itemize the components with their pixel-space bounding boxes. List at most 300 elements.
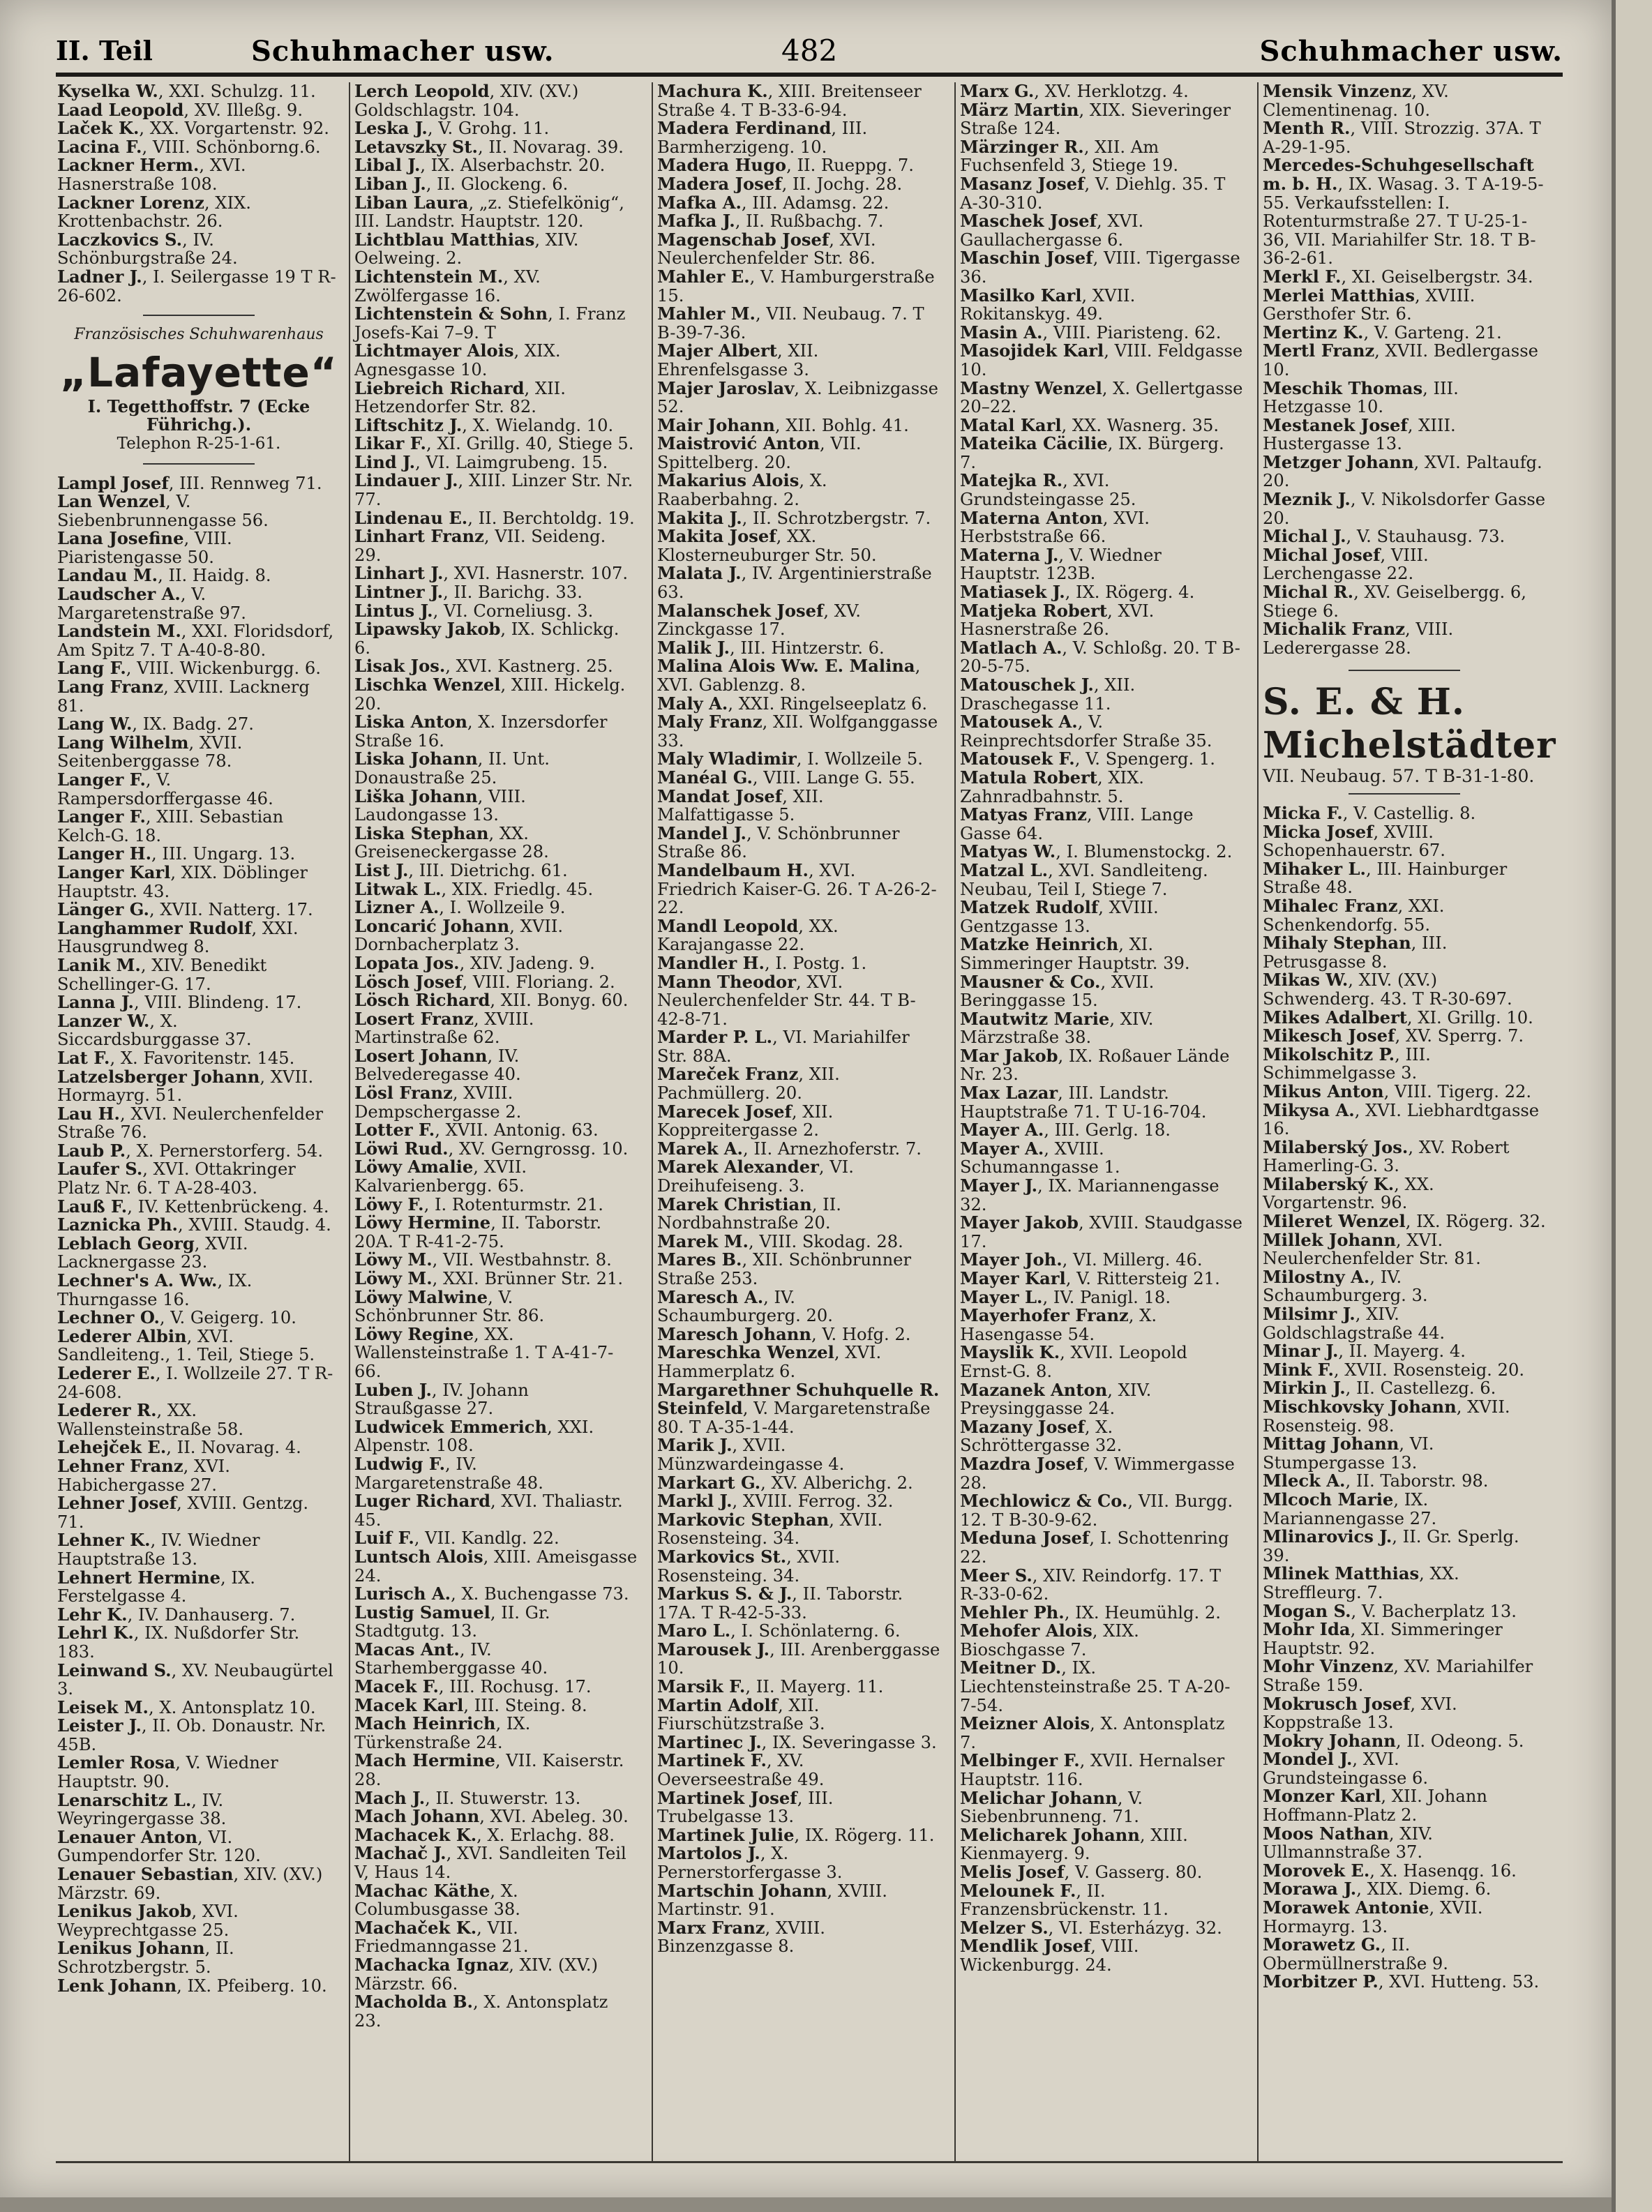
entry-name: Maresch Johann: [657, 1323, 811, 1344]
directory-entry: Macek F., III. Rochusg. 17.: [354, 1676, 592, 1697]
entry-name: Marek A.: [657, 1138, 743, 1159]
entry-name: Lacina F.: [57, 136, 142, 157]
entry-name: Leblach Georg: [57, 1233, 195, 1254]
directory-entry: Lampl Josef, III. Rennweg 71.: [57, 472, 322, 493]
michelstaedter-advertisement: [1263, 670, 1556, 795]
entry-name: Liban J.: [354, 173, 426, 194]
entry-name: Masanz Josef: [960, 173, 1085, 194]
directory-entry: Masanz Josef, V. Diehlg. 35. T A-30-310.: [960, 173, 1226, 213]
entry-name: Mittag Johann: [1263, 1434, 1399, 1454]
directory-entry: Michal J., V. Stauhausg. 73.: [1263, 526, 1505, 547]
directory-entry: Mach J., II. Stuwerstr. 13.: [354, 1787, 581, 1808]
directory-entry: Lichtmayer Alois, XIX. Agnesgasse 10.: [354, 340, 561, 379]
entry-name: Letavszky St.: [354, 136, 478, 157]
entry-name: Lehnert Hermine: [57, 1567, 221, 1588]
entry-name: Morawetz G.: [1263, 1934, 1381, 1955]
directory-entry: Mandat Josef, XII. Malfattigasse 5.: [657, 785, 824, 825]
entry-name: Luntsch Alois: [354, 1546, 483, 1567]
directory-entry: Majer Jaroslav, X. Leibnizgasse 52.: [657, 377, 938, 417]
next-page-edge: [1612, 0, 1652, 2212]
entry-name: Milostny A.: [1263, 1266, 1370, 1287]
entry-name: Mares B.: [657, 1249, 742, 1270]
directory-entry: Marek A., II. Arnezhoferstr. 7.: [657, 1138, 922, 1159]
section-title-right: Schuhmacher usw.: [1259, 35, 1563, 68]
directory-entry: Mann Theodor, XVI. Neulerchenfelder Str. 44. T B-42-8-71.: [657, 971, 916, 1029]
entry-name: Mar Jakob: [960, 1045, 1058, 1066]
directory-entry: Mleck A., II. Taborstr. 98.: [1263, 1470, 1489, 1491]
entry-name: Mayerhofer Franz: [960, 1305, 1129, 1326]
directory-entry: Materna Anton, XVI. Herbststraße 66.: [960, 507, 1150, 547]
directory-entry: Lanik M., XIV. Benedikt Schellinger-G. 17.: [57, 954, 267, 994]
entry-name: Mastny Wenzel: [960, 377, 1102, 398]
directory-entry: Lintner J., II. Barichg. 33.: [354, 582, 583, 603]
directory-entry: Marek Christian, II. Nordbahnstraße 20.: [657, 1194, 841, 1233]
directory-entry: Mercedes-Schuhgesellschaft m. b. H., IX. Wasag. 3. T A-19-5-55. Verkaufsstellen: I. Rotenturmstraße 27. T U-25-1-36, VII. Mariahilfer Str. 18. T B-36-2-61.: [1263, 155, 1544, 269]
directory-entry: Märzinger R., XII. Am Fuchsenfeld 3, Stiege 19.: [960, 136, 1179, 176]
entry-name: Matousek A.: [960, 712, 1078, 732]
entry-name: Mischkovsky Johann: [1263, 1397, 1457, 1417]
section-title-left: Schuhmacher usw.: [251, 35, 555, 68]
entry-name: Mazanek Anton: [960, 1379, 1108, 1400]
entry-name: Lösch Josef: [354, 971, 463, 992]
column-4: [960, 82, 1243, 1975]
entry-name: Morbitzer P.: [1263, 1971, 1379, 1992]
entry-name: Mayer Karl: [960, 1268, 1066, 1288]
entry-name: Leska J.: [354, 118, 428, 139]
entry-name: Ludwicek Emmerich: [354, 1416, 548, 1437]
directory-entry: Martin Adolf, XII. Fiurschützstraße 3.: [657, 1694, 825, 1734]
entry-name: Ludwig F.: [354, 1453, 446, 1474]
entry-list: [1263, 82, 1546, 657]
directory-entry: Mehofer Alois, XIX. Bioschgasse 7.: [960, 1620, 1139, 1660]
entry-name: Laufer S.: [57, 1159, 143, 1180]
directory-entry: Matiasek J., IX. Rögerg. 4.: [960, 582, 1195, 603]
directory-entry: Lösch Richard, XII. Bonyg. 60.: [354, 990, 629, 1011]
entry-name: Länger G.: [57, 899, 149, 920]
directory-entry: Maly Wladimir, I. Wollzeile 5.: [657, 748, 923, 769]
entry-name: Margarethner Schuhquelle R. Steinfeld: [657, 1379, 940, 1419]
directory-entry: Matzal L., XVI. Sandleiteng. Neubau, Teil I, Stiege 7.: [960, 859, 1208, 899]
directory-entry: Masojidek Karl, VIII. Feldgasse 10.: [960, 340, 1243, 379]
entry-name: Matlach A.: [960, 637, 1062, 658]
entry-name: Monzer Karl: [1263, 1786, 1381, 1807]
directory-entry: Mayer A., XVIII. Schumanngasse 1.: [960, 1138, 1120, 1178]
entry-name: Marsik F.: [657, 1676, 746, 1697]
entry-name: Mihalec Franz: [1263, 895, 1398, 916]
entry-name: Likar F.: [354, 433, 426, 454]
directory-entry: Lind J., VI. Laimgrubeng. 15.: [354, 451, 608, 472]
entry-name: Mlinarovics J.: [1263, 1526, 1392, 1547]
directory-entry: Matousek F., V. Spengerg. 1.: [960, 748, 1215, 769]
directory-entry: Langer F., V. Rampersdorffergasse 46.: [57, 769, 273, 808]
directory-entry: Marder P. L., VI. Mariahilfer Str. 88A.: [657, 1027, 910, 1066]
directory-entry: Löwy Regine, XX. Wallensteinstraße 1. T A-41-7-66.: [354, 1323, 614, 1381]
entry-name: Makarius Alois: [657, 470, 799, 491]
entry-name: Matouschek J.: [960, 675, 1094, 695]
divider: [1349, 670, 1460, 671]
directory-entry: Maro L., I. Schönlaterng. 6.: [657, 1620, 901, 1641]
directory-entry: Mandel J., V. Schönbrunner Straße 86.: [657, 822, 900, 862]
entry-name: Mikolschitz P.: [1263, 1044, 1395, 1064]
directory-entry: Lichtenstein M., XV. Zwölfergasse 16.: [354, 266, 541, 306]
entry-name: Maresch A.: [657, 1286, 764, 1307]
directory-entry: Mazdra Josef, V. Wimmergasse 28.: [960, 1453, 1235, 1493]
directory-entry: Mandl Leopold, XX. Karajangasse 22.: [657, 915, 839, 955]
entry-name: Lehner Josef: [57, 1493, 177, 1514]
entry-name: Lichtenstein & Sohn: [354, 303, 548, 324]
directory-entry: Langer F., XIII. Sebastian Kelch-G. 18.: [57, 806, 284, 845]
entry-name: Liftschitz J.: [354, 414, 463, 435]
directory-entry: Melis Josef, V. Gasserg. 80.: [960, 1862, 1203, 1882]
directory-entry: Lechner's A. Ww., IX. Thurngasse 16.: [57, 1270, 253, 1309]
directory-entry: Maistrović Anton, VII. Spittelberg. 20.: [657, 433, 862, 472]
entry-name: Mateika Cäcilie: [960, 433, 1108, 454]
entry-name: Lintner J.: [354, 582, 444, 603]
directory-entry: Löwy M., XXI. Brünner Str. 21.: [354, 1268, 624, 1288]
directory-entry: Lehnert Hermine, IX. Ferstelgasse 4.: [57, 1567, 255, 1607]
entry-name: Madera Hugo: [657, 155, 787, 176]
entry-name: Masilko Karl: [960, 285, 1082, 306]
directory-entry: Mlinarovics J., II. Gr. Sperlg. 39.: [1263, 1526, 1519, 1565]
ad-brand: „Lafayette“: [60, 348, 338, 396]
entry-name: Majer Jaroslav: [657, 377, 795, 398]
directory-entry: Maschek Josef, XVI. Gaullachergasse 6.: [960, 211, 1144, 250]
directory-entry: Materna J., V. Wiedner Hauptstr. 123B.: [960, 544, 1162, 584]
entry-name: Manéal G.: [657, 767, 753, 788]
directory-entry: Martschin Johann, XVIII. Martinstr. 91.: [657, 1880, 887, 1920]
directory-entry: Mokry Johann, II. Odeong. 5.: [1263, 1730, 1524, 1751]
directory-entry: Markl J., XVIII. Ferrog. 32.: [657, 1491, 894, 1512]
entry-name: Majer Albert: [657, 340, 777, 361]
entry-list: [960, 82, 1243, 1975]
directory-entry: Minar J., II. Mayerg. 4.: [1263, 1341, 1466, 1362]
directory-entry: Machura K., XIII. Breitenseer Straße 4. T B-33-6-94.: [657, 81, 922, 120]
directory-entry: Lehr K., IV. Danhauserg. 7.: [57, 1604, 296, 1625]
directory-entry: Lat F., X. Favoritenstr. 145.: [57, 1047, 295, 1068]
entry-name: Lösl Franz: [354, 1083, 453, 1104]
directory-entry: Löwy Hermine, II. Taborstr. 20A. T R-41-2-75.: [354, 1212, 602, 1251]
directory-entry: Madera Ferdinand, III. Barmherzigeng. 10.: [657, 118, 868, 157]
entry-name: Mayer J.: [960, 1175, 1038, 1196]
entry-name: Lackner Lorenz: [57, 192, 204, 213]
directory-entry: Marousek J., III. Arenberggasse 10.: [657, 1639, 940, 1678]
entry-name: Maistrović Anton: [657, 433, 820, 454]
entry-name: Martinec J.: [657, 1731, 762, 1752]
directory-entry: Matal Karl, XX. Wasnerg. 35.: [960, 414, 1219, 435]
directory-entry: Mateika Cäcilie, IX. Bürgerg. 7.: [960, 433, 1224, 472]
directory-entry: Lederer Albin, XVI. Sandleiteng., 1. Teil, Stiege 5.: [57, 1325, 315, 1365]
directory-entry: Lehner Franz, XVI. Habichergasse 27.: [57, 1455, 230, 1495]
entry-name: Mileret Wenzel: [1263, 1211, 1406, 1232]
entry-name: Markart G.: [657, 1472, 761, 1493]
entry-name: Laad Leopold: [57, 99, 184, 120]
entry-name: Melicharek Johann: [960, 1824, 1140, 1845]
entry-name: Langhammer Rudolf: [57, 917, 252, 938]
entry-name: Löwy M.: [354, 1268, 433, 1288]
ad-address: I. Tegetthoffstr. 7 (Ecke Führichg.).: [87, 396, 310, 435]
directory-entry: Lechner O., V. Geigerg. 10.: [57, 1307, 296, 1328]
entry-name: Lau H.: [57, 1103, 120, 1124]
directory-entry: März Martin, XIX. Sieveringer Straße 124.: [960, 99, 1231, 139]
entry-name: Malata J.: [657, 563, 742, 584]
entry-name: Kyselka W.: [57, 81, 158, 101]
directory-entry: Lisak Jos., XVI. Kastnerg. 25.: [354, 656, 613, 677]
directory-entry: Matousek A., V. Reinprechtsdorfer Straße 35.: [960, 712, 1212, 751]
entry-name: Mehofer Alois: [960, 1620, 1092, 1641]
entry-name: Michal R.: [1263, 582, 1354, 603]
directory-entry: Likar F., XI. Grillg. 40, Stiege 5.: [354, 433, 634, 454]
directory-entry: Mihalec Franz, XXI. Schenkendorfg. 55.: [1263, 895, 1445, 935]
entry-name: Laczkovics S.: [57, 229, 183, 250]
directory-entry: Morawetz G., II. Obermüllnerstraße 9.: [1263, 1934, 1448, 1973]
entry-name: Liska Johann: [354, 748, 478, 769]
directory-entry: Lang Wilhelm, XVII. Seitenberggasse 78.: [57, 732, 243, 772]
entry-name: Martolos J.: [657, 1843, 760, 1864]
entry-name: Matousek F.: [960, 748, 1075, 769]
entry-name: Lintus J.: [354, 600, 433, 621]
directory-entry: Lichtblau Matthias, XIV. Oelweing. 2.: [354, 229, 579, 269]
entry-name: Mach Johann: [354, 1806, 480, 1827]
directory-entry: Magenschab Josef, XVI. Neulerchenfelder Str. 86.: [657, 229, 876, 269]
entry-name: Malik J.: [657, 637, 730, 658]
directory-entry: Libal J., IX. Alserbachstr. 20.: [354, 155, 606, 176]
directory-entry: Ludwig F., IV. Margaretenstraße 48.: [354, 1453, 543, 1493]
directory-entry: Latzelsberger Johann, XVII. Hormayrg. 51.: [57, 1066, 314, 1106]
entry-name: Mestanek Josef: [1263, 414, 1408, 435]
directory-entry: Lemler Rosa, V. Wiedner Hauptstr. 90.: [57, 1752, 278, 1792]
entry-name: Matzke Heinrich: [960, 934, 1119, 955]
entry-name: Lehrl K.: [57, 1623, 134, 1643]
entry-name: Makita Josef: [657, 526, 776, 547]
directory-entry: Laufer S., XVI. Ottakringer Platz Nr. 6. T A-28-403.: [57, 1159, 296, 1198]
entry-name: Langer F.: [57, 769, 146, 790]
entry-name: Marek Alexander: [657, 1157, 819, 1178]
directory-entry: Mach Heinrich, IX. Türkenstraße 24.: [354, 1713, 531, 1752]
entry-name: Lopata Jos.: [354, 952, 460, 973]
directory-entry: Leister J., II. Ob. Donaustr. Nr. 45B.: [57, 1715, 326, 1754]
directory-entry: Mikolschitz P., III. Schimmelgasse 3.: [1263, 1044, 1431, 1083]
directory-entry: Losert Johann, IV. Belvederegasse 40.: [354, 1045, 521, 1085]
entry-name: Marder P. L.: [657, 1027, 773, 1048]
directory-entry: Mlcoch Marie, IX. Mariannengasse 27.: [1263, 1489, 1437, 1528]
entry-name: Maly Franz: [657, 712, 763, 732]
entry-name: Märzinger R.: [960, 136, 1084, 157]
directory-entry: Lustig Samuel, II. Gr. Stadtgutg. 13.: [354, 1602, 550, 1641]
entry-name: Melounek F.: [960, 1880, 1076, 1901]
directory-entry: Mayer A., III. Gerlg. 18.: [960, 1120, 1171, 1141]
entry-name: Mayslik K.: [960, 1342, 1060, 1363]
entry-name: Lehner K.: [57, 1530, 151, 1551]
entry-name: Mareschka Wenzel: [657, 1342, 834, 1363]
header-rule: [56, 73, 1563, 77]
directory-entry: Melzer S., VI. Esterházyg. 32.: [960, 1917, 1222, 1938]
directory-entry: Marsik F., II. Mayerg. 11.: [657, 1676, 884, 1697]
directory-entry: Merkl F., XI. Geiselbergstr. 34.: [1263, 266, 1533, 287]
entry-name: Mlinek Matthias: [1263, 1563, 1420, 1584]
directory-entry: Mafka J., II. Rußbachg. 7.: [657, 211, 884, 232]
directory-entry: Lischka Wenzel, XIII. Hickelg. 20.: [354, 675, 626, 714]
directory-entry: Mares B., XII. Schönbrunner Straße 253.: [657, 1249, 912, 1288]
entry-name: Mercedes-Schuhgesellschaft m. b. H.: [1263, 155, 1534, 194]
entry-name: Lana Josefine: [57, 528, 184, 549]
directory-entry: Martinek F., XV. Oeverseestraße 49.: [657, 1750, 825, 1790]
entry-name: Marik J.: [657, 1435, 733, 1456]
directory-entry: Marx G., XV. Herklotzg. 4.: [960, 81, 1189, 101]
directory-entry: Lösch Josef, VIII. Floriang. 2.: [354, 971, 615, 992]
entry-name: Meizner Alois: [960, 1713, 1090, 1734]
directory-entry: Ladner J., I. Seilergasse 19 T R-26-602.: [57, 266, 336, 306]
directory-entry: Mazanek Anton, XIV. Preysinggasse 24.: [960, 1379, 1152, 1419]
directory-entry: Langer Karl, XIX. Döblinger Hauptstr. 43.: [57, 862, 308, 901]
entry-name: Merkl F.: [1263, 266, 1342, 287]
directory-entry: Meduna Josef, I. Schottenring 22.: [960, 1528, 1229, 1567]
entry-name: Mendlik Josef: [960, 1936, 1091, 1957]
directory-entry: Merlei Matthias, XVIII. Gersthofer Str. 6.: [1263, 285, 1475, 324]
directory-entry: Löwi Rud., XV. Gerngrossg. 10.: [354, 1138, 629, 1159]
directory-entry: Matjeka Robert, XVI. Hasnerstraße 26.: [960, 600, 1155, 640]
entry-name: Langer Karl: [57, 862, 171, 882]
directory-entry: Morovek E., X. Hasenqg. 16.: [1263, 1860, 1517, 1881]
directory-entry: Mandelbaum H., XVI. Friedrich Kaiser-G. 26. T A-26-2-22.: [657, 859, 937, 918]
directory-entry: Machacka Ignaz, XIV. (XV.) Märzstr. 66.: [354, 1954, 599, 1994]
entry-name: Menth R.: [1263, 118, 1351, 139]
entry-name: Lenikus Jakob: [57, 1901, 192, 1922]
entry-name: Mair Johann: [657, 414, 775, 435]
entry-name: Mafka J.: [657, 211, 735, 232]
entry-name: Macek F.: [354, 1676, 439, 1697]
entry-name: Materna J.: [960, 544, 1059, 565]
ad-address: VII. Neubaug. 57. T B-31-1-80.: [1263, 766, 1535, 787]
directory-entry: Millek Johann, XVI. Neulerchenfelder Str. 81.: [1263, 1229, 1481, 1269]
directory-entry: Mair Johann, XII. Bohlg. 41.: [657, 414, 909, 435]
directory-entry: Malata J., IV. Argentinierstraße 63.: [657, 563, 932, 603]
directory-entry: Liban J., II. Glockeng. 6.: [354, 173, 569, 194]
directory-entry: Malik J., III. Hintzerstr. 6.: [657, 637, 885, 658]
entry-name: Mazany Josef: [960, 1416, 1085, 1437]
entry-name: Materna Anton: [960, 507, 1103, 528]
directory-entry: Mausner & Co., XVII. Beringgasse 15.: [960, 971, 1155, 1011]
entry-name: Meitner D.: [960, 1657, 1062, 1678]
entry-name: Lehr K.: [57, 1604, 128, 1625]
directory-entry: Lopata Jos., XIV. Jadeng. 9.: [354, 952, 595, 973]
directory-entry: Mittag Johann, VI. Stumpergasse 13.: [1263, 1434, 1434, 1473]
entry-name: Martin Adolf: [657, 1694, 778, 1715]
directory-entry: Luif F., VII. Kandlg. 22.: [354, 1528, 560, 1549]
entry-name: Machacka Ignaz: [354, 1954, 509, 1975]
ad-phone: Telephon R-25-1-61.: [117, 434, 281, 453]
directory-entry: Länger G., XVII. Natterg. 17.: [57, 899, 313, 920]
directory-entry: Lenikus Jakob, XVI. Weyprechtgasse 25.: [57, 1901, 239, 1940]
entry-name: Mazdra Josef: [960, 1453, 1083, 1474]
entry-name: Meschik Thomas: [1263, 377, 1423, 398]
entry-name: Lederer R.: [57, 1400, 157, 1421]
entry-name: Merlei Matthias: [1263, 285, 1415, 306]
directory-entry: Monzer Karl, XII. Johann Hoffmann-Platz 2.: [1263, 1786, 1487, 1826]
entry-name: Lenauer Anton: [57, 1826, 198, 1847]
directory-entry: Mar Jakob, IX. Roßauer Lände Nr. 23.: [960, 1045, 1230, 1085]
entry-name: Lederer E.: [57, 1363, 156, 1383]
entry-name: Luben J.: [354, 1379, 432, 1400]
directory-entry: Meizner Alois, X. Antonsplatz 7.: [960, 1713, 1225, 1752]
page-number: 482: [781, 33, 838, 68]
directory-entry: Lederer E., I. Wollzeile 27. T R-24-608.: [57, 1363, 333, 1402]
entry-name: Micka Josef: [1263, 821, 1374, 842]
entry-name: Metzger Johann: [1263, 451, 1414, 472]
directory-entry: Lehrl K., IX. Nußdorfer Str. 183.: [57, 1623, 300, 1662]
directory-entry: Löwy F., I. Rotenturmstr. 21.: [354, 1194, 603, 1214]
entry-name: Milsimr J.: [1263, 1304, 1356, 1325]
entry-name: Matzal L.: [960, 859, 1049, 880]
entry-name: Löwy Regine: [354, 1323, 474, 1344]
entry-name: Mayer A.: [960, 1120, 1044, 1141]
entry-name: Ladner J.: [57, 266, 142, 287]
directory-entry: Lintus J., VI. Corneliusg. 3.: [354, 600, 594, 621]
entry-name: Mihaly Stephan: [1263, 933, 1411, 954]
entry-name: Laznicka Ph.: [57, 1214, 178, 1235]
directory-entry: Mayslik K., XVII. Leopold Ernst-G. 8.: [960, 1342, 1187, 1381]
entry-name: Lanna J.: [57, 992, 134, 1013]
directory-entry: Lenauer Sebastian, XIV. (XV.) Märzstr. 69.: [57, 1864, 323, 1903]
entry-name: Luger Richard: [354, 1491, 490, 1512]
page-edge-strip: [1616, 0, 1652, 2212]
entry-name: Losert Franz: [354, 1008, 474, 1029]
entry-name: Mandelbaum H.: [657, 859, 809, 880]
ad-tagline: Französisches Schuhwarenhaus: [74, 326, 324, 344]
entry-name: Matula Robert: [960, 767, 1097, 788]
entry-name: Löwi Rud.: [354, 1138, 449, 1159]
entry-name: Mlcoch Marie: [1263, 1489, 1394, 1510]
entry-name: Lichtenstein M.: [354, 266, 504, 287]
directory-entry: Maly A., XXI. Ringelseeplatz 6.: [657, 693, 928, 714]
entry-name: Machacek K.: [354, 1824, 477, 1845]
entry-name: Melzer S.: [960, 1917, 1049, 1938]
entry-name: Markovics St.: [657, 1546, 787, 1567]
entry-name: Martinek Josef: [657, 1787, 797, 1808]
column-divider: [349, 82, 350, 2161]
directory-entry: Makita J., II. Schrotzbergstr. 7.: [657, 507, 931, 528]
entry-name: Lenk Johann: [57, 1975, 177, 1996]
directory-entry: Lerch Leopold, XIV. (XV.) Goldschlagstr. 104.: [354, 81, 579, 120]
entry-name: Milaberský Jos.: [1263, 1136, 1409, 1157]
entry-name: Malanschek Josef: [657, 600, 824, 621]
directory-entry: Machac Käthe, X. Columbusgasse 38.: [354, 1880, 520, 1920]
directory-entry: Lau H., XVI. Neulerchenfelder Straße 76.: [57, 1103, 324, 1143]
divider: [1349, 793, 1460, 795]
entry-name: Mohr Ida: [1263, 1619, 1351, 1640]
part-label: II. Teil: [56, 35, 153, 66]
entry-name: Mandl Leopold: [657, 915, 799, 936]
entry-name: Matiasek J.: [960, 582, 1065, 603]
directory-entry: Liska Anton, X. Inzersdorfer Straße 16.: [354, 712, 608, 751]
directory-entry: Mohr Ida, XI. Simmeringer Hauptstr. 92.: [1263, 1619, 1503, 1658]
entry-name: Micka F.: [1263, 803, 1343, 823]
entry-list: [57, 82, 340, 305]
directory-entry: Matlach A., V. Schloßg. 20. T B-20-5-75.: [960, 637, 1240, 677]
entry-name: Mikysa A.: [1263, 1099, 1355, 1120]
entry-name: Mleck A.: [1263, 1470, 1346, 1491]
directory-entry: Liftschitz J., X. Wielandg. 10.: [354, 414, 614, 435]
directory-entry: Margarethner Schuhquelle R. Steinfeld, V. Margaretenstraße 80. T A-35-1-44.: [657, 1379, 940, 1437]
directory-entry: Manéal G., VIII. Lange G. 55.: [657, 767, 915, 788]
entry-name: Milaberský K.: [1263, 1173, 1395, 1194]
entry-name: Langer F.: [57, 806, 146, 827]
directory-entry: Loncarić Johann, XVII. Dornbacherplatz 3.: [354, 915, 564, 955]
directory-entry: Mlinek Matthias, XX. Streffleurg. 7.: [1263, 1563, 1459, 1602]
directory-entry: Makita Josef, XX. Klosterneuburger Str. 50.: [657, 526, 877, 565]
entry-name: Libal J.: [354, 155, 421, 176]
directory-entry: Mischkovsky Johann, XVII. Rosensteig. 98.: [1263, 1397, 1510, 1436]
directory-entry: Löwy Amalie, XVII. Kalvarienbergg. 65.: [354, 1157, 527, 1196]
